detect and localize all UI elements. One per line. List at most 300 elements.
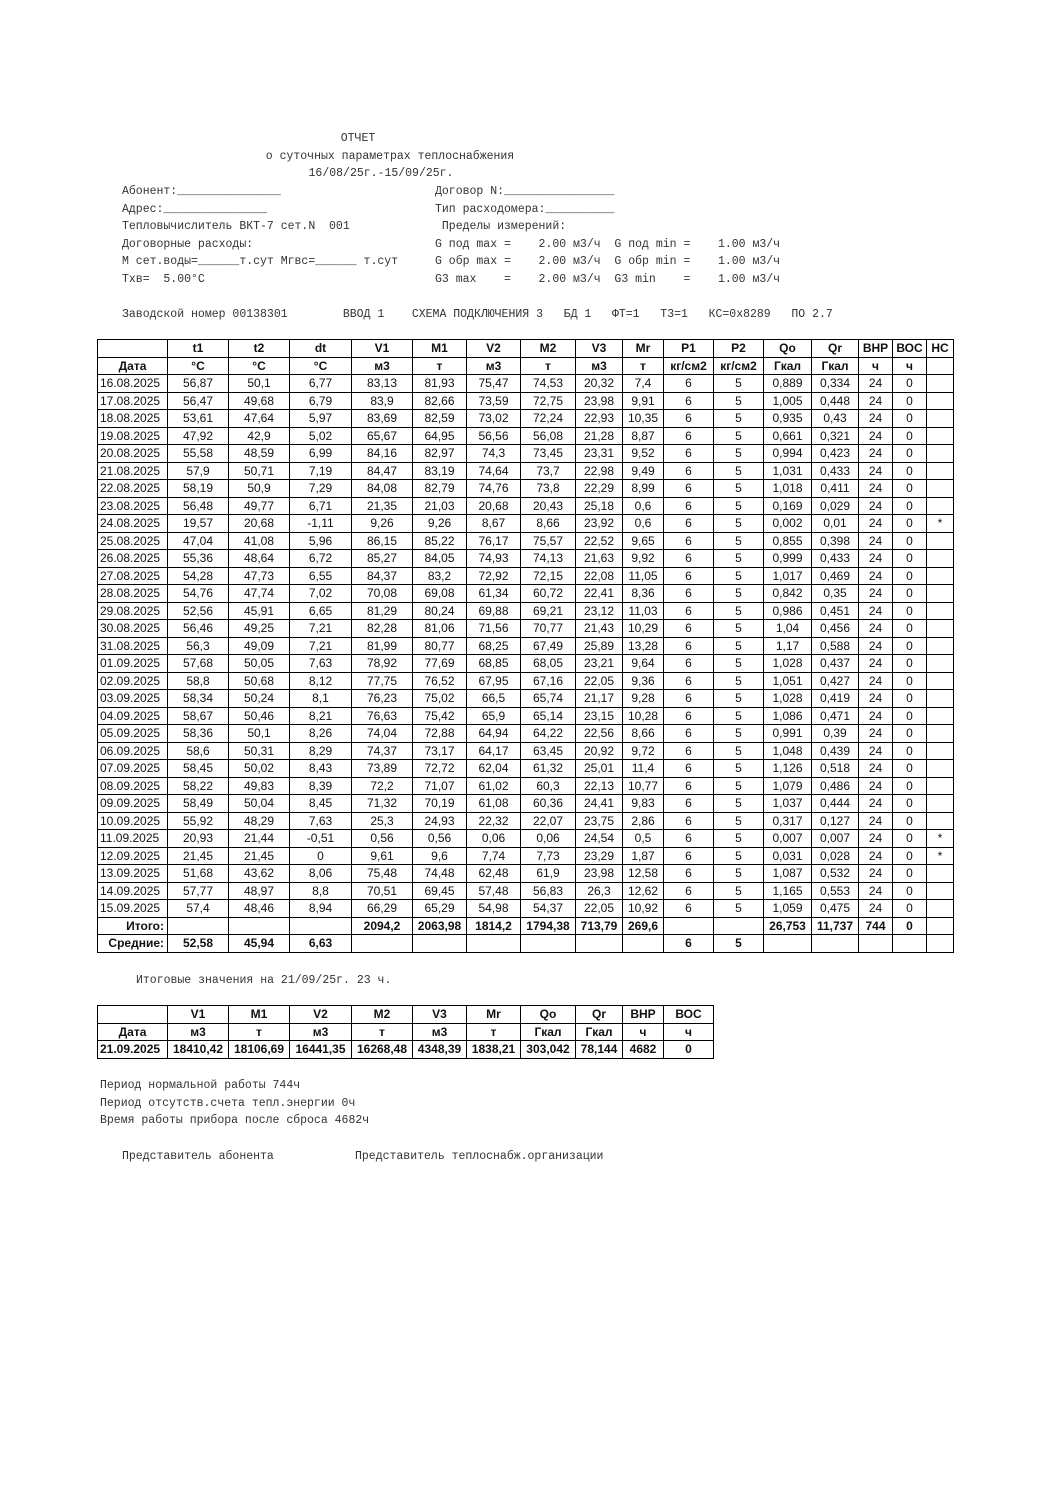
main-header-cell-4: V1 [352,340,413,358]
main-cell-10: 6 [664,812,714,830]
main-cell-15: 0 [893,550,927,568]
main-cell-7: 73,7 [521,462,576,480]
main-cell-14: 24 [859,777,893,795]
main-cell-3: 7,21 [290,637,352,655]
main-cell-15: 0 [893,672,927,690]
main-cell-8: 23,12 [576,602,623,620]
info-limit-return: G обр max = 2.00 м3/ч G обр min = 1.00 м3/ч [435,255,781,268]
main-cell-11: 5 [714,620,764,638]
main-cell-3: 6,79 [290,392,352,410]
main-cell-5: 69,08 [413,585,467,603]
main-cell-0: 17.08.2025 [98,392,168,410]
main-cell-5: 73,17 [413,742,467,760]
main-cell-14: 24 [859,795,893,813]
main-cell-15: 0 [893,865,927,883]
main-averages-row-cell-5 [413,935,467,953]
main-cell-15: 0 [893,427,927,445]
sum-unit-cell-5: м3 [413,1023,467,1041]
sum-cell-9: 4682 [623,1041,664,1059]
main-cell-13: 0,127 [812,812,859,830]
main-cell-16 [927,707,954,725]
main-header-cell-10: P1 [664,340,714,358]
sum-unit-cell-0: Дата [98,1023,168,1041]
main-cell-11: 5 [714,812,764,830]
main-cell-9: 7,4 [623,375,664,393]
main-cell-14: 24 [859,707,893,725]
main-cell-1: 51,68 [168,865,229,883]
main-cell-9: 8,66 [623,725,664,743]
main-cell-14: 24 [859,655,893,673]
main-cell-7: 0,06 [521,830,576,848]
main-cell-3: 7,63 [290,655,352,673]
main-cell-1: 54,28 [168,567,229,585]
main-cell-3: -0,51 [290,830,352,848]
main-cell-16 [927,777,954,795]
main-cell-5: 64,95 [413,427,467,445]
table-row [98,445,954,463]
footer-absent-period: Период отсутств.счета тепл.энергии 0ч [100,1097,356,1110]
main-cell-9: 0,6 [623,497,664,515]
main-cell-12: 1,028 [764,690,812,708]
main-cell-3: 5,96 [290,532,352,550]
main-cell-15: 0 [893,707,927,725]
sum-unit-cell-9: ч [623,1023,664,1041]
main-cell-9: 1,87 [623,847,664,865]
main-cell-13: 0,39 [812,725,859,743]
main-cell-15: 0 [893,462,927,480]
table-row [98,672,954,690]
main-cell-14: 24 [859,532,893,550]
main-cell-13: 0,588 [812,637,859,655]
main-cell-16 [927,900,954,918]
main-cell-1: 53,61 [168,410,229,428]
main-cell-1: 56,46 [168,620,229,638]
main-cell-15: 0 [893,567,927,585]
table-row [98,812,954,830]
table-row [98,900,954,918]
main-cell-6: 74,76 [467,480,521,498]
main-cell-15: 0 [893,812,927,830]
main-cell-7: 75,57 [521,532,576,550]
main-cell-12: 1,087 [764,865,812,883]
main-cell-6: 22,32 [467,812,521,830]
main-cell-16 [927,497,954,515]
main-cell-7: 61,32 [521,760,576,778]
main-cell-3: 7,29 [290,480,352,498]
info-contract-flows: Договорные расходы: [122,238,254,251]
summary-units-row [98,1023,714,1041]
main-cell-7: 65,74 [521,690,576,708]
main-cell-0: 07.09.2025 [98,760,168,778]
main-cell-9: 8,36 [623,585,664,603]
main-averages-row-cell-9 [623,935,664,953]
main-cell-6: 74,93 [467,550,521,568]
main-cell-16 [927,742,954,760]
main-cell-12: 1,018 [764,480,812,498]
main-cell-14: 24 [859,585,893,603]
main-cell-7: 7,73 [521,847,576,865]
main-cell-6: 61,34 [467,585,521,603]
main-cell-2: 50,31 [229,742,290,760]
main-cell-8: 20,32 [576,375,623,393]
sum-unit-cell-7: Гкал [521,1023,576,1041]
main-cell-11: 5 [714,847,764,865]
main-cell-6: 68,85 [467,655,521,673]
main-cell-2: 49,83 [229,777,290,795]
main-cell-10: 6 [664,585,714,603]
main-cell-14: 24 [859,480,893,498]
main-totals-row-cell-0: Итого: [98,917,168,935]
main-cell-12: 1,037 [764,795,812,813]
table-row [98,515,954,533]
sum-cell-3: 16441,35 [290,1041,352,1059]
main-cell-6: 71,56 [467,620,521,638]
main-cell-16 [927,567,954,585]
main-cell-10: 6 [664,900,714,918]
main-cell-13: 0,448 [812,392,859,410]
sum-header-cell-1: V1 [168,1006,229,1024]
main-header-cell-7: M2 [521,340,576,358]
main-cell-6: 64,17 [467,742,521,760]
main-cell-4: 74,37 [352,742,413,760]
main-cell-13: 0,469 [812,567,859,585]
main-unit-cell-11: кг/см2 [714,357,764,375]
summary-header-row [98,1006,714,1024]
main-cell-11: 5 [714,585,764,603]
main-cell-7: 60,36 [521,795,576,813]
sum-header-cell-2: M1 [229,1006,290,1024]
main-cell-0: 30.08.2025 [98,620,168,638]
main-cell-10: 6 [664,707,714,725]
main-cell-5: 74,48 [413,865,467,883]
main-cell-8: 22,29 [576,480,623,498]
main-cell-5: 9,26 [413,515,467,533]
main-cell-7: 8,66 [521,515,576,533]
main-unit-cell-6: м3 [467,357,521,375]
main-cell-6: 74,3 [467,445,521,463]
main-cell-15: 0 [893,497,927,515]
main-cell-6: 57,48 [467,882,521,900]
main-cell-6: 74,64 [467,462,521,480]
sum-header-cell-6: Mr [467,1006,521,1024]
main-unit-cell-14: ч [859,357,893,375]
main-cell-0: 29.08.2025 [98,602,168,620]
main-cell-12: 1,086 [764,707,812,725]
main-cell-14: 24 [859,462,893,480]
main-cell-12: 0,991 [764,725,812,743]
main-cell-15: 0 [893,410,927,428]
main-cell-14: 24 [859,900,893,918]
main-cell-0: 28.08.2025 [98,585,168,603]
main-cell-8: 25,18 [576,497,623,515]
main-cell-15: 0 [893,882,927,900]
main-cell-4: 21,35 [352,497,413,515]
main-cell-2: 50,9 [229,480,290,498]
main-cell-4: 25,3 [352,812,413,830]
main-cell-5: 9,6 [413,847,467,865]
main-cell-16 [927,812,954,830]
main-cell-12: 0,994 [764,445,812,463]
main-cell-3: 6,99 [290,445,352,463]
main-cell-9: 9,92 [623,550,664,568]
signature-subscriber: Представитель абонента [122,1150,274,1163]
main-cell-9: 0,6 [623,515,664,533]
sum-header-cell-9: ВНР [623,1006,664,1024]
main-cell-8: 23,75 [576,812,623,830]
main-cell-4: 72,2 [352,777,413,795]
main-cell-6: 62,48 [467,865,521,883]
table-row [98,567,954,585]
main-cell-12: 0,855 [764,532,812,550]
main-cell-2: 50,05 [229,655,290,673]
main-cell-6: 61,08 [467,795,521,813]
main-cell-10: 6 [664,725,714,743]
main-totals-row-cell-2 [229,917,290,935]
main-cell-0: 15.09.2025 [98,900,168,918]
main-cell-11: 5 [714,637,764,655]
main-cell-9: 13,28 [623,637,664,655]
main-cell-10: 6 [664,777,714,795]
main-averages-row-cell-15 [893,935,927,953]
main-header-cell-5: M1 [413,340,467,358]
main-cell-4: 83,13 [352,375,413,393]
main-cell-0: 18.08.2025 [98,410,168,428]
main-totals-row-cell-3 [290,917,352,935]
main-cell-6: 0,06 [467,830,521,848]
main-cell-1: 58,19 [168,480,229,498]
main-cell-0: 31.08.2025 [98,637,168,655]
main-cell-0: 04.09.2025 [98,707,168,725]
main-cell-9: 9,36 [623,672,664,690]
main-cell-11: 5 [714,375,764,393]
main-header-cell-2: t2 [229,340,290,358]
main-cell-14: 24 [859,690,893,708]
sum-unit-cell-10: ч [664,1023,714,1041]
main-cell-5: 70,19 [413,795,467,813]
main-cell-10: 6 [664,375,714,393]
main-cell-0: 27.08.2025 [98,567,168,585]
main-cell-8: 22,93 [576,410,623,428]
main-unit-cell-7: т [521,357,576,375]
info-measure-limits: Пределы измерений: [435,220,567,233]
main-cell-14: 24 [859,865,893,883]
main-cell-3: 8,8 [290,882,352,900]
main-cell-4: 77,75 [352,672,413,690]
main-cell-7: 64,22 [521,725,576,743]
main-cell-16 [927,480,954,498]
main-cell-16 [927,445,954,463]
main-cell-1: 58,49 [168,795,229,813]
main-cell-4: 84,47 [352,462,413,480]
main-cell-16 [927,550,954,568]
table-row [98,882,954,900]
main-averages-row-cell-13 [812,935,859,953]
main-cell-12: 0,889 [764,375,812,393]
main-cell-7: 65,14 [521,707,576,725]
main-cell-4: 83,9 [352,392,413,410]
sum-cell-7: 303,042 [521,1041,576,1059]
main-cell-16 [927,690,954,708]
main-cell-3: 8,12 [290,672,352,690]
main-cell-12: 1,165 [764,882,812,900]
main-cell-16 [927,410,954,428]
main-cell-4: 82,28 [352,620,413,638]
main-cell-9: 11,05 [623,567,664,585]
main-cell-12: 1,059 [764,900,812,918]
main-cell-1: 20,93 [168,830,229,848]
main-cell-6: 61,02 [467,777,521,795]
main-cell-3: 6,72 [290,550,352,568]
sum-cell-0: 21.09.2025 [98,1041,168,1059]
main-cell-2: 50,46 [229,707,290,725]
main-cell-10: 6 [664,515,714,533]
main-cell-4: 71,32 [352,795,413,813]
table-row [98,725,954,743]
main-cell-0: 26.08.2025 [98,550,168,568]
main-cell-2: 48,97 [229,882,290,900]
main-cell-11: 5 [714,445,764,463]
main-cell-4: 9,61 [352,847,413,865]
main-cell-6: 66,5 [467,690,521,708]
main-cell-10: 6 [664,690,714,708]
main-cell-2: 49,77 [229,497,290,515]
main-cell-11: 5 [714,707,764,725]
table-row [98,795,954,813]
main-cell-1: 21,45 [168,847,229,865]
main-averages-row-cell-10: 6 [664,935,714,953]
main-cell-8: 20,92 [576,742,623,760]
report-subtitle: о суточных параметрах теплоснабжения [265,150,515,163]
main-cell-9: 12,58 [623,865,664,883]
main-cell-9: 10,28 [623,707,664,725]
totals-row [98,917,954,935]
main-cell-11: 5 [714,392,764,410]
main-cell-2: 50,1 [229,725,290,743]
report-period: 16/08/25г.-15/09/25г. [308,167,454,180]
main-cell-15: 0 [893,392,927,410]
main-totals-row-cell-4: 2094,2 [352,917,413,935]
main-cell-6: 8,67 [467,515,521,533]
main-cell-8: 23,92 [576,515,623,533]
main-cell-8: 23,21 [576,655,623,673]
info-limit-g3: G3 max = 2.00 м3/ч G3 min = 1.00 м3/ч [435,273,781,286]
main-cell-15: 0 [893,445,927,463]
table-row [98,760,954,778]
main-cell-16 [927,585,954,603]
main-cell-16 [927,795,954,813]
main-cell-0: 19.08.2025 [98,427,168,445]
main-cell-4: 81,29 [352,602,413,620]
main-cell-1: 56,48 [168,497,229,515]
main-cell-4: 0,56 [352,830,413,848]
main-cell-16 [927,725,954,743]
main-cell-3: 8,1 [290,690,352,708]
table-units-row [98,357,954,375]
main-cell-11: 5 [714,480,764,498]
main-cell-0: 13.09.2025 [98,865,168,883]
averages-row [98,935,954,953]
main-cell-5: 83,19 [413,462,467,480]
main-cell-13: 0,437 [812,655,859,673]
main-cell-0: 22.08.2025 [98,480,168,498]
main-header-cell-8: V3 [576,340,623,358]
main-cell-7: 61,9 [521,865,576,883]
main-header-cell-14: ВНР [859,340,893,358]
main-cell-12: 1,051 [764,672,812,690]
main-cell-2: 50,24 [229,690,290,708]
main-cell-14: 24 [859,427,893,445]
main-cell-7: 72,75 [521,392,576,410]
main-cell-14: 24 [859,847,893,865]
main-cell-5: 83,2 [413,567,467,585]
main-cell-8: 21,43 [576,620,623,638]
table-header-row [98,340,954,358]
main-cell-2: 49,09 [229,637,290,655]
main-cell-1: 57,68 [168,655,229,673]
main-unit-cell-4: м3 [352,357,413,375]
main-cell-2: 42,9 [229,427,290,445]
main-header-cell-11: P2 [714,340,764,358]
main-averages-row-cell-3: 6,63 [290,935,352,953]
main-cell-11: 5 [714,410,764,428]
main-unit-cell-8: м3 [576,357,623,375]
main-cell-2: 48,29 [229,812,290,830]
main-cell-8: 22,52 [576,532,623,550]
main-cell-5: 77,69 [413,655,467,673]
main-cell-5: 65,29 [413,900,467,918]
sum-header-cell-0 [98,1006,168,1024]
main-totals-row-cell-8: 713,79 [576,917,623,935]
main-cell-0: 12.09.2025 [98,847,168,865]
main-cell-3: 7,19 [290,462,352,480]
main-cell-9: 10,29 [623,620,664,638]
sum-header-cell-8: Qr [576,1006,623,1024]
main-cell-14: 24 [859,497,893,515]
main-cell-2: 47,74 [229,585,290,603]
main-cell-3: 6,71 [290,497,352,515]
main-cell-4: 78,92 [352,655,413,673]
main-cell-4: 73,89 [352,760,413,778]
main-cell-10: 6 [664,480,714,498]
main-cell-11: 5 [714,725,764,743]
main-cell-4: 66,29 [352,900,413,918]
main-cell-13: 0,334 [812,375,859,393]
main-cell-4: 65,67 [352,427,413,445]
main-cell-10: 6 [664,550,714,568]
main-cell-11: 5 [714,515,764,533]
main-cell-1: 58,36 [168,725,229,743]
sum-cell-10: 0 [664,1041,714,1059]
main-cell-6: 69,88 [467,602,521,620]
main-cell-12: 0,842 [764,585,812,603]
main-cell-4: 83,69 [352,410,413,428]
main-cell-1: 55,92 [168,812,229,830]
main-cell-16 [927,760,954,778]
main-cell-16: * [927,847,954,865]
main-cell-9: 9,83 [623,795,664,813]
main-cell-2: 45,91 [229,602,290,620]
main-cell-0: 06.09.2025 [98,742,168,760]
main-cell-4: 86,15 [352,532,413,550]
main-cell-2: 47,73 [229,567,290,585]
main-cell-16 [927,865,954,883]
main-cell-8: 21,28 [576,427,623,445]
main-cell-9: 11,4 [623,760,664,778]
main-cell-1: 57,77 [168,882,229,900]
main-averages-row-cell-1: 52,58 [168,935,229,953]
main-cell-1: 19,57 [168,515,229,533]
main-cell-16 [927,427,954,445]
